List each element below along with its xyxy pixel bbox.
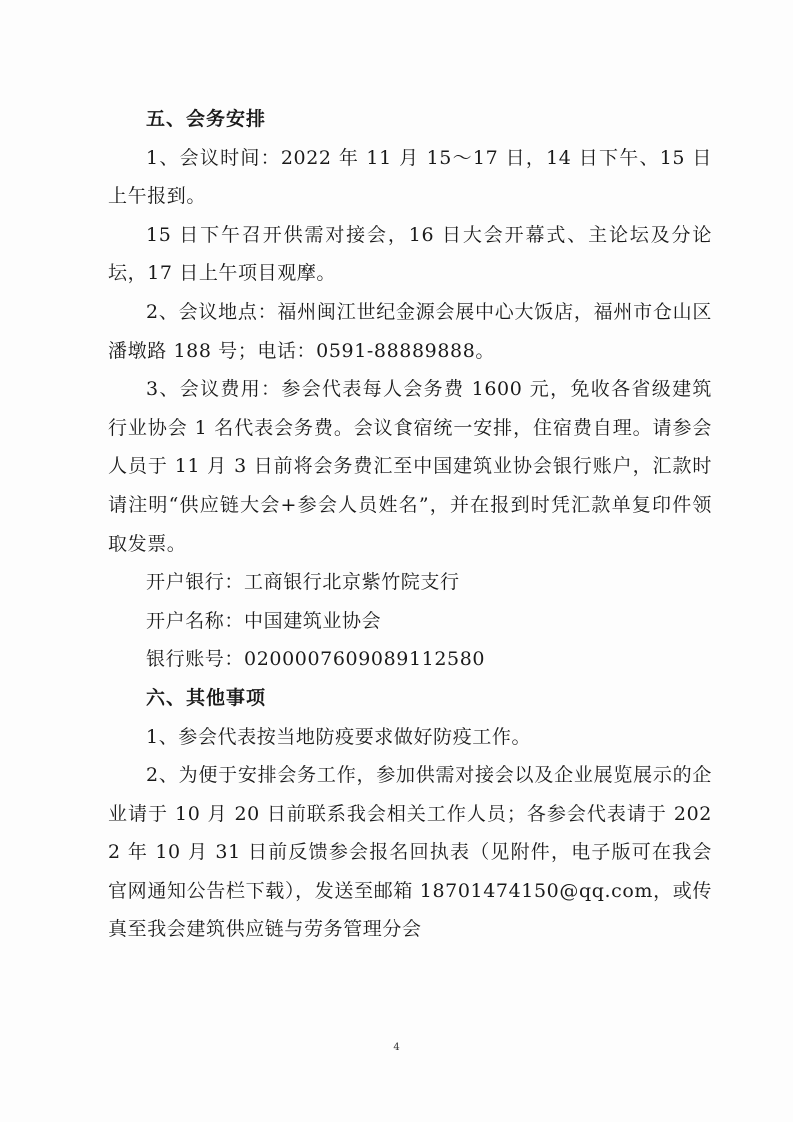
section-heading-meeting-arrangements: 五、会务安排 [146,108,267,130]
paragraph-meeting-schedule: 15 日下午召开供需对接会，16 日大会开幕式、主论坛及分论坛，17 日上午项目观摩。 [108,223,712,285]
paragraph-bank-name: 开户银行：工商银行北京紫竹院支行 [146,571,460,594]
document-body [108,100,712,949]
paragraph-meeting-fees: 3、会议费用：参会代表每人会务费 1600 元，免收各省级建筑行业协会 1 名代表会务费。会议食宿统一安排，住宿费自理。请参会人员于 11 月 3 日前将会务费汇至中国建筑业协会银行账户，汇款时请注明“供应链大会+参会人员姓名”，并在报到时凭汇款单复印件领取发票。 [108,378,712,555]
paragraph-account-number: 银行账号：0200007609089112580 [146,648,486,671]
page-number: 4 [393,1042,400,1053]
paragraph-meeting-venue: 2、会议地点：福州闽江世纪金源会展中心大饭店，福州市仓山区潘墩路 188 号；电话：0591-88889888。 [108,300,712,362]
paragraph-account-name: 开户名称：中国建筑业协会 [146,609,382,632]
paragraph-meeting-time: 1、会议时间：2022 年 11 月 15～17 日，14 日下午、15 日上午报到。 [108,146,712,208]
section-heading-other-matters: 六、其他事项 [146,686,267,709]
paragraph-epidemic-prevention: 1、参会代表按当地防疫要求做好防疫工作。 [146,725,532,748]
paragraph-registration: 2、为便于安排会务工作，参加供需对接会以及企业展览展示的企业请于 10 月 20 日前联系我会相关工作人员；各参会代表请于 2022 年 10 月 31 日前反馈参会报名回执表（见附件，电子版可在我会官网通知公告栏下载），发送至邮箱 18701474150@qq.com，或传真至我会建筑供应链与劳务管理分会 [108,764,712,941]
